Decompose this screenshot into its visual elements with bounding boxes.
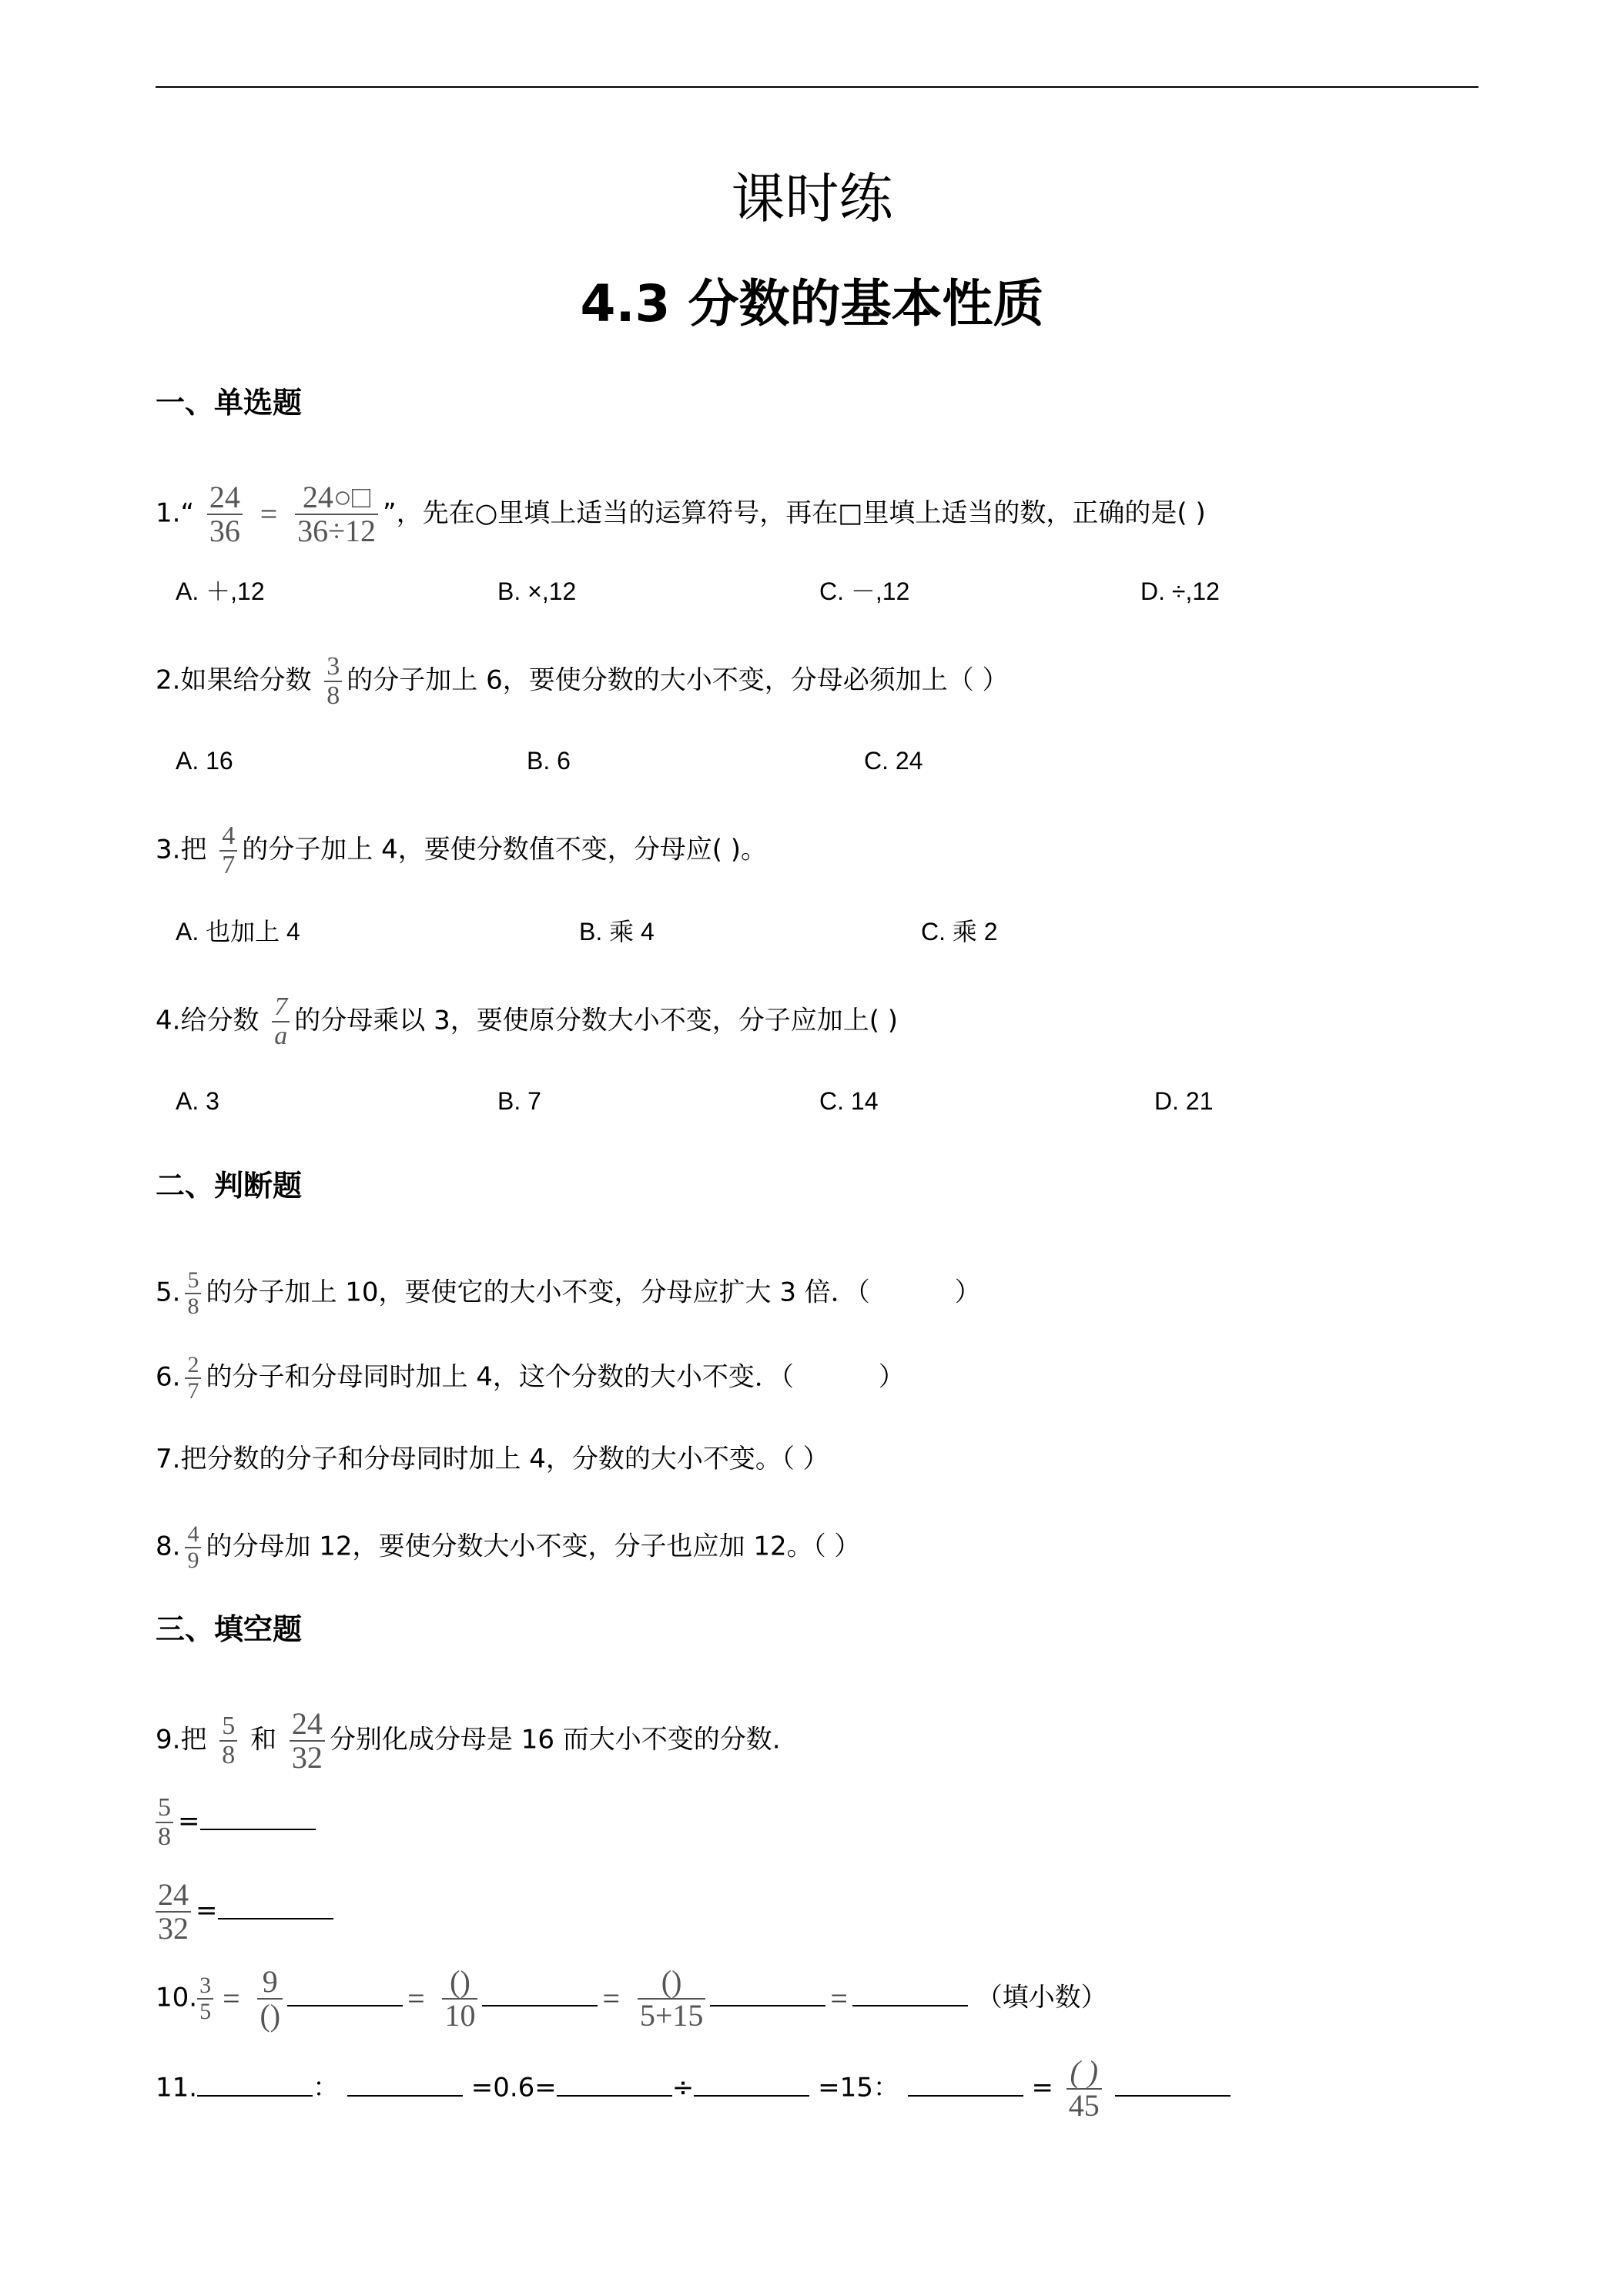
fraction-numerator: 5 [187,1267,199,1293]
question-10-fraction-0 [197,1973,213,2024]
question-5-number: 5. [156,1277,181,1308]
question-1-open-quote: “ [180,497,195,529]
fraction-denominator: 8 [156,1822,173,1851]
question-3-fraction [219,822,237,879]
question-3-option-b[interactable]: B. 乘 4 [579,918,655,946]
question-3-prefix: 3.把 [156,834,207,865]
question-11-fraction [1066,2056,1102,2122]
page-subtitle: 4.3 分数的基本性质 [580,274,1044,333]
fraction-denominator: 5 [197,1998,213,2024]
answer-blank[interactable] [197,2072,313,2097]
fraction-numerator: 5 [222,1712,236,1740]
fraction-numerator: ( ) [1070,2054,1099,2089]
fraction-numerator: 4 [222,822,236,850]
question-2 [156,653,1009,710]
question-6-fraction [185,1353,201,1404]
question-3 [156,822,767,879]
question-4-option-b[interactable]: B. 7 [497,1087,541,1115]
question-9-answer-line-1 [156,1794,316,1851]
question-10-fraction-1 [257,1966,283,2032]
question-5-close-paren: ） [954,1277,981,1308]
question-6-number: 6. [156,1361,181,1393]
fraction-numerator: 24○□ [302,480,371,514]
answer-blank[interactable] [908,2072,1023,2097]
fraction-denominator: 36÷12 [295,514,378,547]
equals-sign: = [407,1981,425,2016]
answer-blank[interactable] [347,2072,463,2097]
equals-sign: = [602,1981,621,2016]
answer-blank[interactable] [710,1982,825,2006]
answer-blank[interactable] [482,1982,598,2006]
question-1-option-c[interactable]: C. －,12 [819,577,910,605]
fraction-numerator: 24 [158,1877,189,1912]
question-10 [156,1966,1107,2032]
header-rule [156,86,1478,88]
fraction-numerator: 4 [187,1521,199,1547]
fraction-denominator: 10 [442,1998,477,2032]
section-heading-fill-blank: 三、填空题 [156,1612,303,1646]
question-2-fraction [324,653,342,710]
question-9-text: 分别化成分母是 16 而大小不变的分数. [329,1724,781,1755]
fraction-denominator: 32 [156,1911,191,1945]
question-4-fraction [272,993,290,1050]
answer-blank[interactable] [287,1982,403,2006]
fraction-numerator: () [450,1964,470,1999]
equals-sign: = [830,1981,848,2016]
answer-blank[interactable] [218,1895,333,1919]
question-9-fraction-2 [290,1708,325,1774]
question-11-mid-1: =0.6= [470,2072,557,2104]
question-1 [156,481,1206,547]
fraction-numerator: 5 [158,1793,171,1822]
fraction-numerator: 7 [274,992,288,1021]
question-1-option-d[interactable]: D. ÷,12 [1140,577,1220,605]
fraction-denominator: 8 [185,1293,201,1319]
question-5-fraction [185,1268,201,1319]
question-10-fraction-2 [442,1966,477,2032]
question-8 [156,1522,860,1573]
question-1-option-a[interactable]: A. ＋,12 [176,577,265,605]
question-10-tail: （填小数） [976,1982,1107,2013]
fraction-denominator: 7 [185,1377,201,1404]
fraction-denominator: 7 [219,850,237,879]
question-7: 7.把分数的分子和分母同时加上 4，分数的大小不变。（ ） [156,1444,829,1474]
equals-sign: = [178,1806,200,1837]
divide-sign: ÷ [671,2072,695,2104]
question-9 [156,1708,781,1774]
fraction-denominator: 9 [185,1547,201,1573]
question-2-option-a[interactable]: A. 16 [176,747,233,775]
equals-sign: = [223,1981,240,2016]
question-8-text: 的分母加 12，要使分数大小不变，分子也应加 12。（ ） [206,1531,861,1562]
question-11-number: 11. [156,2072,198,2104]
question-8-number: 8. [156,1531,181,1562]
fraction-denominator: () [257,1998,283,2032]
question-3-option-c[interactable]: C. 乘 2 [921,918,998,946]
fraction-denominator: 8 [219,1740,237,1769]
question-4 [156,993,898,1050]
fraction-denominator: 45 [1066,2088,1102,2122]
section-heading-true-false: 二、判断题 [156,1169,303,1203]
answer-blank[interactable] [200,1806,316,1830]
question-10-fraction-3 [638,1966,706,2032]
fraction-numerator: 2 [187,1352,199,1377]
question-2-option-c[interactable]: C. 24 [864,747,923,775]
fraction-numerator: () [661,1964,682,1999]
question-4-option-c[interactable]: C. 14 [819,1087,879,1115]
question-9-answer-fraction-2 [156,1879,191,1945]
fraction-numerator: 24 [291,1706,323,1741]
question-1-fraction-right [295,481,378,547]
question-5 [156,1268,981,1319]
question-1-text: ”，先在○里填上适当的运算符号，再在□里填上适当的数，正确的是( ) [383,497,1206,529]
page-title: 课时练 [731,167,893,230]
question-9-answer-line-2 [156,1879,333,1945]
question-4-option-d[interactable]: D. 21 [1154,1087,1214,1115]
question-10-number: 10. [156,1982,198,2013]
question-3-option-a[interactable]: A. 也加上 4 [176,918,300,946]
question-9-and: 和 [250,1724,277,1755]
fraction-denominator: a [272,1021,290,1050]
question-1-number: 1. [156,497,181,529]
question-2-option-b[interactable]: B. 6 [527,747,571,775]
equals-sign: = [196,1895,218,1926]
question-9-prefix: 9.把 [156,1724,207,1755]
question-11 [156,2056,1231,2122]
question-8-fraction [185,1522,201,1573]
answer-blank[interactable] [557,2072,672,2097]
question-2-text: 的分子加上 6，要使分数的大小不变，分母必须加上（ ） [347,664,1009,696]
fraction-denominator: 5+15 [638,1998,706,2032]
fraction-denominator: 32 [290,1740,325,1774]
question-1-option-b[interactable]: B. ×,12 [497,577,577,605]
colon: ： [313,2072,340,2104]
question-2-prefix: 2.如果给分数 [156,664,312,696]
question-4-prefix: 4.给分数 [156,1005,260,1036]
fraction-denominator: 36 [207,514,243,547]
section-heading-single-choice: 一、单选题 [156,386,303,420]
fraction-numerator: 3 [326,652,340,681]
question-1-fraction-left [207,481,243,547]
fraction-numerator: 9 [262,1964,278,1999]
question-6 [156,1353,905,1404]
fraction-numerator: 24 [209,480,240,514]
question-3-text: 的分子加上 4，要使分数值不变，分母应( )。 [242,834,768,865]
fraction-denominator: 8 [324,681,342,710]
question-9-fraction-1 [219,1712,237,1769]
answer-blank[interactable] [852,1982,968,2006]
question-4-option-a[interactable]: A. 3 [176,1087,219,1115]
question-5-text: 的分子加上 10，要使它的大小不变，分母应扩大 3 倍．（ [206,1277,870,1308]
equals-sign: = [1031,2072,1053,2104]
question-6-text: 的分子和分母同时加上 4，这个分数的大小不变．（ [206,1361,794,1393]
question-11-mid-2: =15： [818,2072,899,2104]
fraction-numerator: 3 [199,1973,212,1998]
answer-blank[interactable] [1115,2072,1231,2097]
equals-sign: = [260,497,278,531]
question-4-text: 的分母乘以 3，要使原分数大小不变，分子应加上( ) [294,1005,899,1036]
answer-blank[interactable] [694,2072,809,2097]
question-9-answer-fraction-1 [156,1794,173,1851]
question-6-close-paren: ） [878,1361,905,1393]
